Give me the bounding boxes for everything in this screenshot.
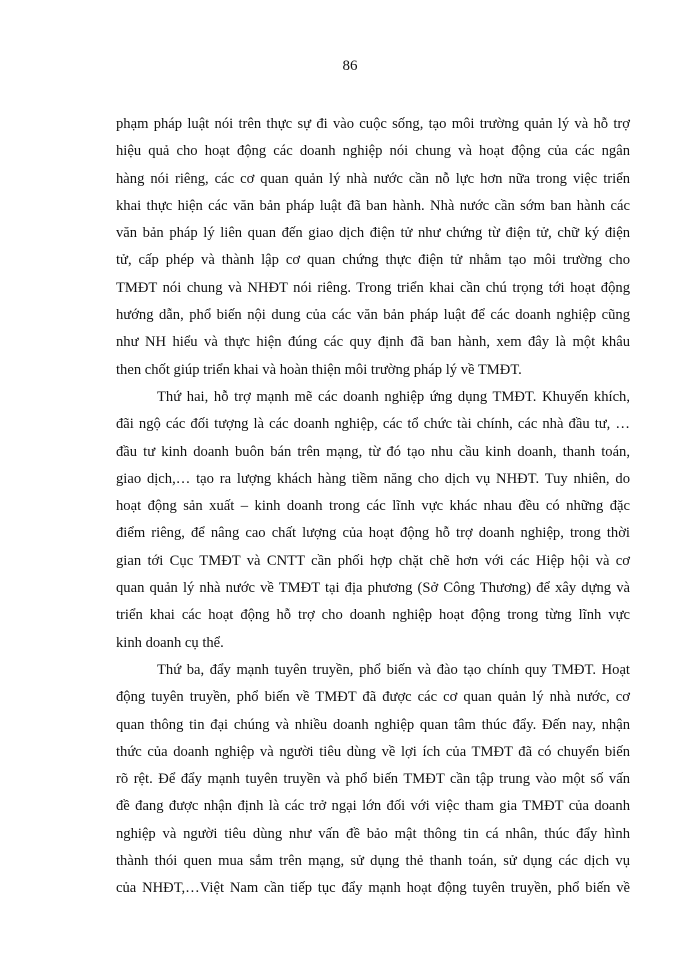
text-line: như NH hiểu và thực hiện đúng các quy định đã ban hành, xem đây là một khâu: [116, 334, 630, 351]
page-number: 86: [342, 58, 358, 74]
text-line: Thứ ba, đẩy mạnh tuyên truyền, phổ biến và đào tạo chính quy TMĐT. Hoạt: [157, 661, 630, 678]
text-line: hoạt động sản xuất – kinh doanh trong các lĩnh vực khác nhau đều có những đặc: [116, 498, 630, 515]
text-line: TMĐT nói chung và NHĐT nói riêng. Trong triển khai cần chú trọng tới hoạt động: [116, 279, 630, 296]
text-line: gian tới Cục TMĐT và CNTT cần phối hợp chặt chẽ hơn với các Hiệp hội và cơ: [116, 552, 630, 569]
text-line: động tuyên truyền, phổ biến về TMĐT đã được các cơ quan quản lý nhà nước, cơ: [116, 689, 630, 706]
text-line: rõ rệt. Để đẩy mạnh tuyên truyền và phổ biến TMĐT cần tập trung vào một số vấn: [116, 771, 630, 788]
text-line: quan quản lý nhà nước về TMĐT tại địa phương (Sở Công Thương) để xây dựng và: [116, 580, 630, 597]
text-line: đề đang được nhận định là các trở ngại lớn đối với việc tham gia TMĐT của doanh: [116, 798, 630, 815]
document-body: [116, 111, 630, 903]
text-line: hướng dẫn, phổ biến nội dung của các văn bản pháp luật để các doanh nghiệp cũng: [116, 307, 630, 324]
text-line: đầu tư kinh doanh buôn bán trên mạng, từ đó tạo nhu cầu kinh doanh, thanh toán,: [116, 443, 630, 460]
text-line: hàng nói riêng, các cơ quan quản lý nhà nước cần nỗ lực hơn nữa trong việc triển: [116, 170, 630, 187]
text-line: triển khai các hoạt động hỗ trợ cho doanh nghiệp hoạt động trong từng lĩnh vực: [116, 607, 630, 624]
text-line: then chốt giúp triển khai và hoàn thiện môi trường pháp lý về TMĐT.: [116, 361, 522, 378]
text-line: phạm pháp luật nói trên thực sự đi vào cuộc sống, tạo môi trường quản lý và hỗ trợ: [116, 116, 630, 132]
text-line: tử, cấp phép và thành lập cơ quan chứng thực điện tử nhằm tạo môi trường cho: [116, 252, 630, 269]
text-line: thành thói quen mua sắm trên mạng, sử dụng thẻ thanh toán, sử dụng các dịch vụ: [116, 853, 630, 870]
text-line: khai thực hiện các văn bản pháp luật đã ban hành. Nhà nước cần sớm ban hành các: [116, 197, 630, 214]
text-line: giao dịch,… tạo ra lượng khách hàng tiềm năng cho dịch vụ NHĐT. Tuy nhiên, do: [116, 470, 630, 487]
text-line: hiệu quả cho hoạt động các doanh nghiệp nói chung và hoạt động của các ngân: [116, 143, 630, 160]
text-line: quan thông tin đại chúng và nhiều doanh nghiệp quan tâm thúc đẩy. Đến nay, nhận: [116, 716, 630, 733]
text-line: điểm riêng, để nâng cao chất lượng của hoạt động hỗ trợ doanh nghiệp, trong thời: [116, 525, 630, 542]
text-line: kinh doanh cụ thể.: [116, 634, 224, 651]
text-line: Thứ hai, hỗ trợ mạnh mẽ các doanh nghiệp ứng dụng TMĐT. Khuyến khích,: [157, 388, 630, 405]
text-line: nghiệp và người tiêu dùng như vấn đề bảo mật thông tin cá nhân, thúc đẩy hình: [116, 825, 630, 842]
text-line: thức của doanh nghiệp và người tiêu dùng về lợi ích của TMĐT đã có chuyển biến: [116, 743, 630, 760]
text-line: văn bản pháp lý liên quan đến giao dịch điện tử như chứng từ điện tử, chữ ký điện: [116, 225, 630, 242]
text-line: của NHĐT,…Việt Nam cần tiếp tục đẩy mạnh hoạt động tuyên truyền, phổ biến về: [116, 880, 630, 897]
text-line: đãi ngộ các đối tượng là các doanh nghiệp, các tổ chức tài chính, các nhà đầu tư, …: [116, 416, 630, 433]
